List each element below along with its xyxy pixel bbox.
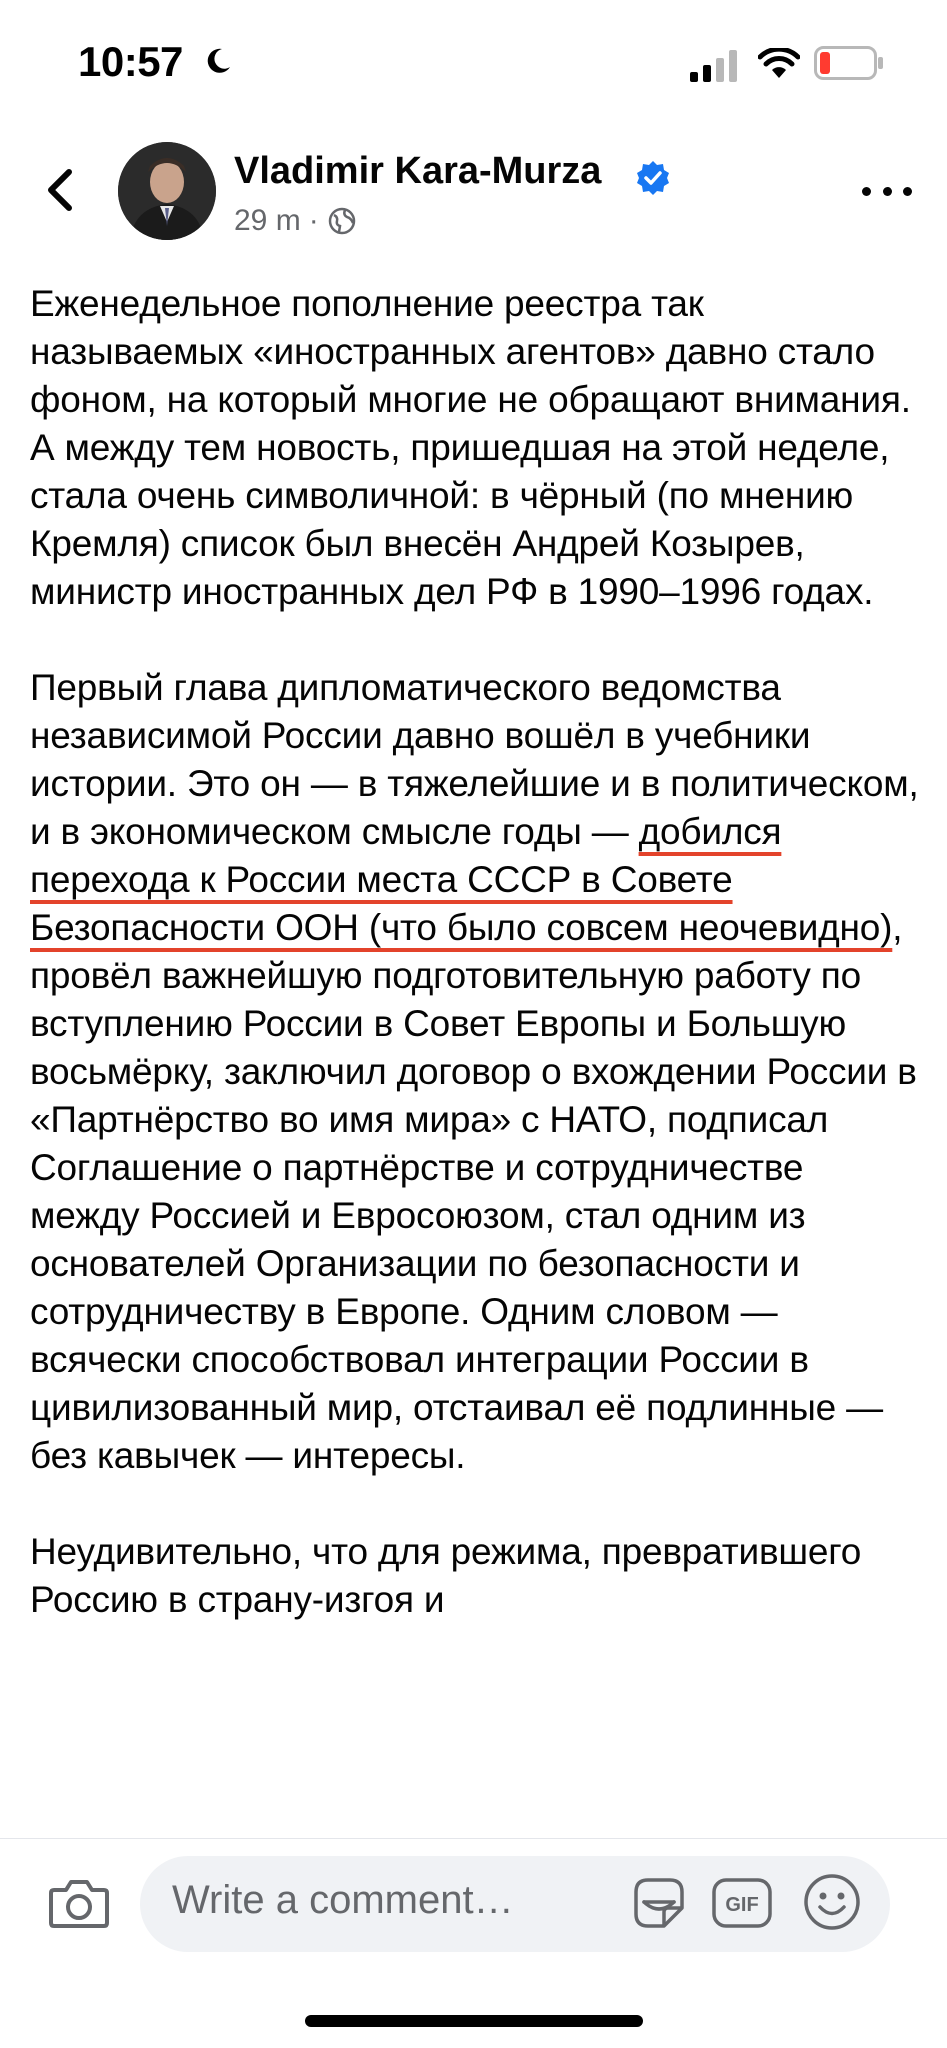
paragraph-2-end: , провёл важнейшую подготовительную работу по вступлению России в Совет Европы и Большую восьмёрку, заключил договор о вхождении России в «Партнёрство во имя мира» с НАТО, подписал Соглашение о партнёрстве и сотрудничестве между Россией и Евросоюзом, стал одним из основателей Организации по безопасности и сотрудничеству в Европе. Одним словом — всячески способствовал интеграции России в цивилизованный мир, отстаивал её подлинные — без кавычек — интересы. (30, 907, 917, 1476)
gif-icon (712, 1876, 772, 1930)
post-meta (234, 204, 357, 238)
meta-separator: · (308, 204, 319, 237)
dot-icon (883, 187, 892, 196)
author-name[interactable]: Vladimir Kara-Murza (234, 150, 602, 192)
globe-icon (327, 206, 357, 236)
status-bar (0, 0, 947, 120)
camera-icon[interactable] (48, 1876, 110, 1930)
dot-icon (862, 187, 871, 196)
home-indicator[interactable] (305, 2015, 643, 2027)
sticker-icon[interactable] (628, 1872, 690, 1934)
post-time[interactable]: 29 m (234, 204, 301, 237)
battery-low-icon (814, 46, 884, 80)
verified-badge-icon (635, 160, 671, 196)
gif-label: GIF (725, 1894, 759, 1916)
more-options-button[interactable] (862, 176, 912, 206)
moon-icon (203, 46, 233, 76)
emoji-icon[interactable] (802, 1872, 862, 1932)
wifi-icon (758, 48, 800, 80)
signal-icon (690, 50, 740, 82)
chevron-left-icon (45, 168, 75, 212)
comment-placeholder[interactable]: Write a comment… (172, 1878, 514, 1922)
back-button[interactable] (36, 160, 84, 220)
status-time: 10:57 (78, 38, 183, 85)
dot-icon (903, 187, 912, 196)
post-paragraph-1: Еженедельное пополнение реестра так называемых «иностранных агентов» давно стало фоном, на который многие не обращают внимания. А между тем новость, пришедшая на этой неделе, стала очень символичной: в чёрный (по мнению Кремля) список был внесён Андрей Козырев, министр иностранных дел РФ в 1990–1996 годах. (30, 283, 911, 612)
avatar[interactable] (118, 142, 216, 240)
post-paragraph-2 (30, 664, 920, 1480)
paragraph-2-start: Первый глава дипломатического ведомства независимой России давно вошёл в учебники истории. Это он — в тяжелейшие и в политическом, и в экономическом смысле годы — (30, 667, 919, 852)
underlined-passage: добился перехода к России места СССР в Совете Безопасности ООН (что было совсем неочевидно) (30, 811, 893, 948)
post-paragraph-3: Неудивительно, что для режима, превратившего Россию в страну-изгоя и (30, 1531, 862, 1620)
gif-button[interactable] (712, 1876, 772, 1930)
avatar-photo (118, 142, 216, 240)
post-text (30, 280, 920, 1672)
